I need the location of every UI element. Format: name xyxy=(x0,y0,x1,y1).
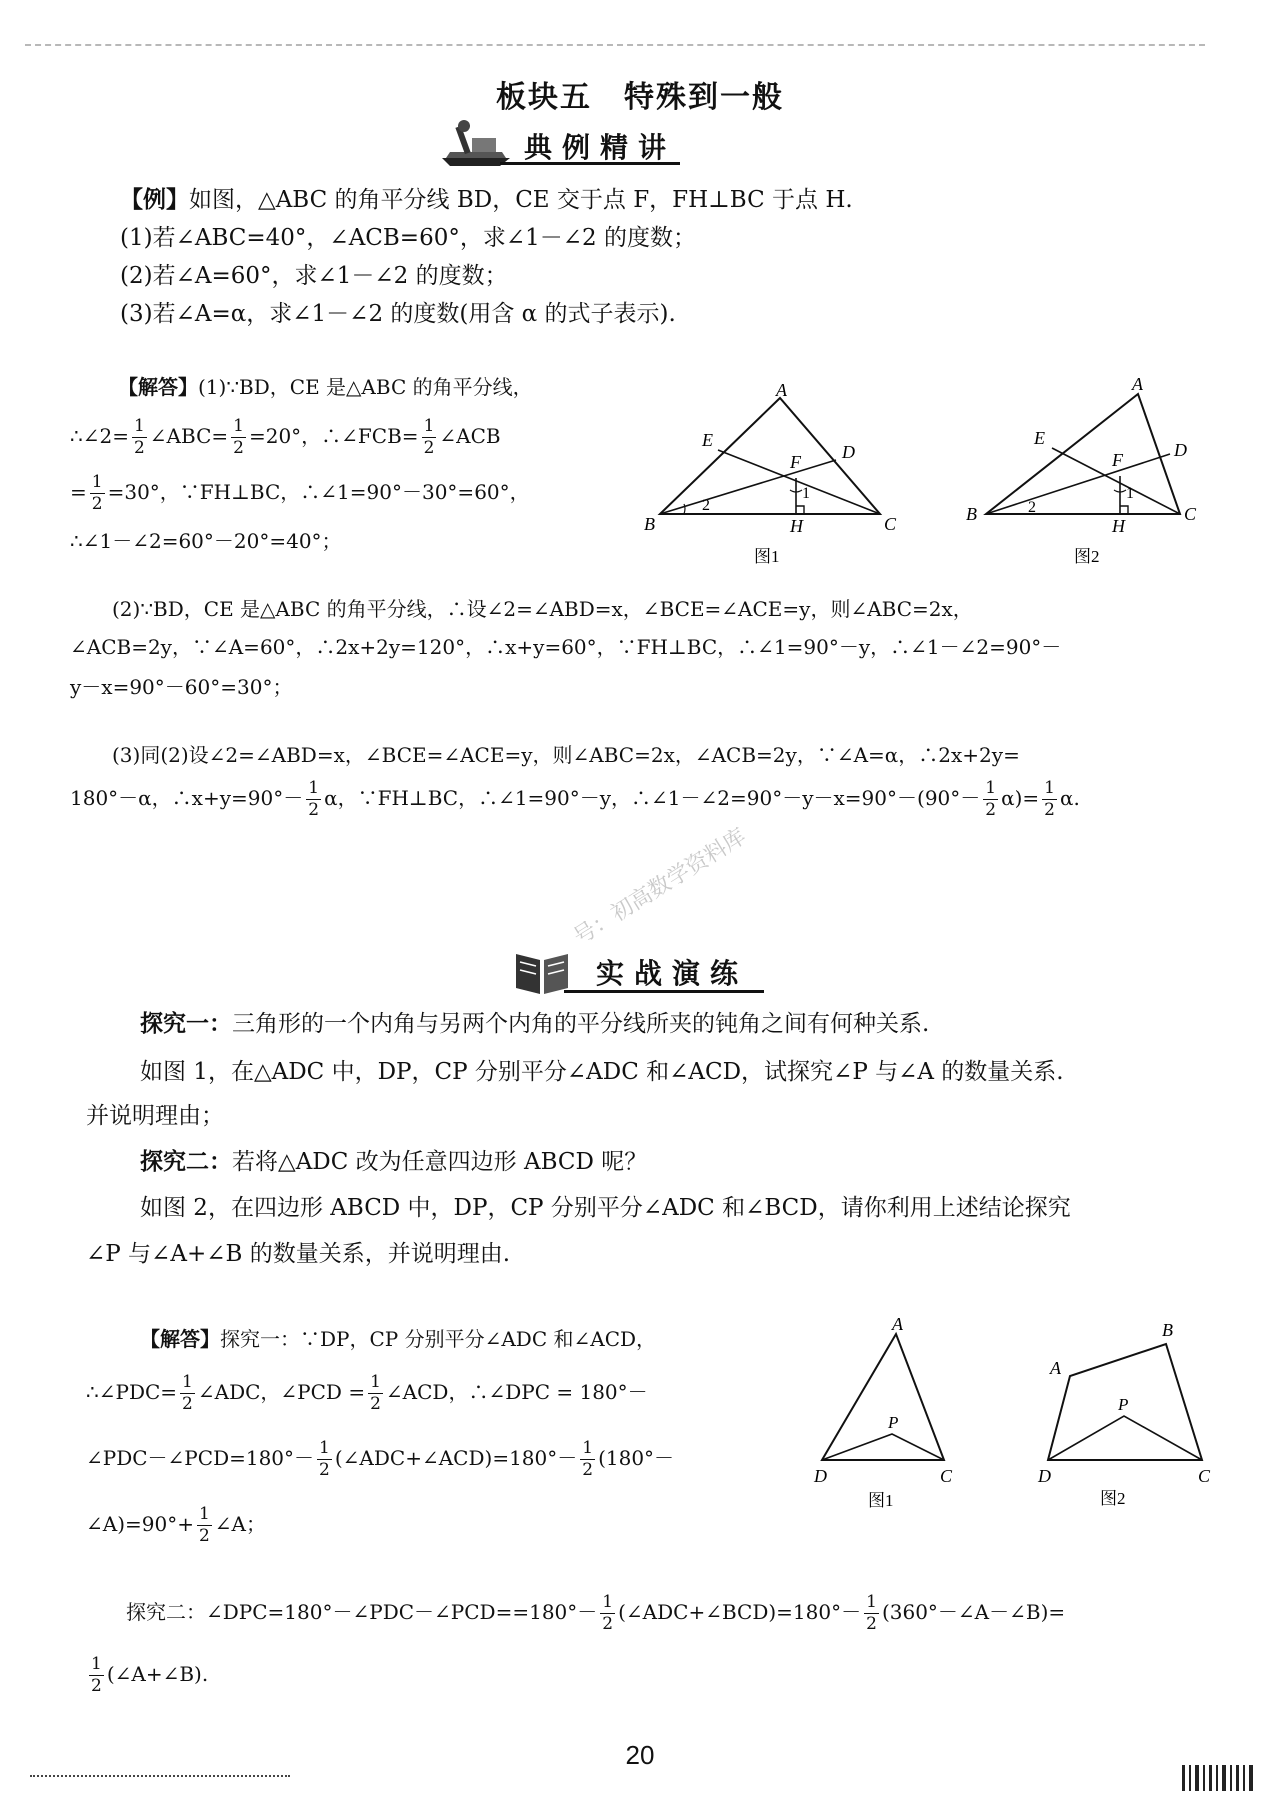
text: = xyxy=(70,480,87,504)
example-q2: (2)若∠A=60°，求∠1－∠2 的度数； xyxy=(120,263,508,289)
fraction xyxy=(132,418,147,457)
practice-line1 xyxy=(140,1006,929,1042)
example-stem xyxy=(120,182,853,218)
label-D: D xyxy=(1038,1466,1051,1486)
label-F: F xyxy=(1112,450,1123,470)
label-angle2: 2 xyxy=(1028,499,1036,516)
practice-line2: 如图 1，在△ADC 中，DP，CP 分别平分∠ADC 和∠ACD，试探究∠P 与∠A 的数量关系. xyxy=(140,1059,1064,1085)
solution1-line3 xyxy=(70,474,530,513)
watermark: 号：初高数学资料库 xyxy=(569,824,751,951)
label-A: A xyxy=(776,380,787,400)
denominator: 2 xyxy=(1044,800,1055,820)
fraction xyxy=(368,1374,383,1413)
denominator: 2 xyxy=(423,438,435,458)
example-stem-text: 如图，△ABC 的角平分线 BD，CE 交于点 F，FH⊥BC 于点 H. xyxy=(189,187,853,213)
numerator: 1 xyxy=(198,1504,210,1524)
solution1-line5: (2)∵BD，CE 是△ABC 的角平分线，∴设∠2=∠ABD=x，∠BCE=∠ACE=y，则∠ABC=2x， xyxy=(112,597,973,621)
numerator: 1 xyxy=(866,1592,877,1612)
solution1-line1 xyxy=(118,372,533,402)
solution1-tag: 【解答】 xyxy=(118,375,198,399)
practice-line5: 如图 2，在四边形 ABCD 中，DP，CP 分别平分∠ADC 和∠BCD，请你利用上述结论探究 xyxy=(140,1195,1071,1221)
bottom-dotted-rule xyxy=(30,1775,290,1777)
label-B: B xyxy=(644,514,655,534)
label-angle1: 1 xyxy=(1126,485,1134,502)
solution2-line5 xyxy=(126,1594,1065,1633)
label-angle1: 1 xyxy=(802,485,810,502)
denominator: 2 xyxy=(182,1394,193,1414)
denominator: 2 xyxy=(602,1614,614,1634)
banner-examples xyxy=(440,118,680,168)
fraction xyxy=(306,780,321,819)
practice-figure-1 xyxy=(808,1310,978,1510)
text: =20°，∴∠FCB= xyxy=(248,424,419,448)
label-H: H xyxy=(1112,516,1125,536)
practice-line6: ∠P 与∠A+∠B 的数量关系，并说明理由. xyxy=(86,1241,511,1267)
practice-line3: 并说明理由； xyxy=(86,1103,224,1129)
label-P: P xyxy=(1118,1395,1129,1414)
fraction xyxy=(580,1440,595,1479)
example-q3: (3)若∠A=α，求∠1－∠2 的度数(用含 α 的式子表示). xyxy=(120,301,676,327)
example-figure-2 xyxy=(960,372,1220,582)
label-E: E xyxy=(702,430,713,450)
fraction xyxy=(422,418,437,457)
text: α. xyxy=(1060,786,1080,810)
label-D: D xyxy=(1174,440,1187,460)
text: =30°，∵FH⊥BC，∴∠1=90°－30°=60°， xyxy=(107,480,530,504)
label-D: D xyxy=(814,1466,827,1486)
explore2-text: 若将△ADC 改为任意四边形 ABCD 呢？ xyxy=(232,1149,648,1175)
solution2-line2 xyxy=(86,1374,648,1413)
solution1-line6: ∠ACB=2y，∵∠A=60°，∴2x+2y=120°，∴x+y=60°，∵FH⊥BC，∴∠1=90°－y，∴∠1－∠2=90°－ xyxy=(70,635,1062,659)
denominator: 2 xyxy=(866,1614,877,1634)
label-B: B xyxy=(966,504,977,524)
fraction xyxy=(180,1374,195,1413)
book-icon xyxy=(512,944,572,996)
solution1-line7: y－x=90°－60°=30°； xyxy=(70,675,293,699)
solution1-line4: ∴∠1－∠2=60°－20°=40°； xyxy=(70,529,342,553)
caption-fig2: 图2 xyxy=(1074,547,1100,566)
label-H: H xyxy=(790,516,803,536)
label-E: E xyxy=(1034,428,1045,448)
solution2-l1: 探究一：∵DP，CP 分别平分∠ADC 和∠ACD， xyxy=(220,1327,657,1351)
practice-figure-2 xyxy=(1030,1306,1220,1510)
numerator: 1 xyxy=(602,1592,614,1612)
text: (360°－∠A－∠B)= xyxy=(881,1600,1066,1624)
fraction xyxy=(600,1594,615,1633)
text: ∠A)=90°+ xyxy=(86,1512,194,1536)
denominator: 2 xyxy=(308,800,320,820)
text: ∠ACD，∴∠DPC = 180°－ xyxy=(385,1380,648,1404)
denominator: 2 xyxy=(370,1394,381,1414)
page-number: 20 xyxy=(625,1740,655,1770)
denominator: 2 xyxy=(198,1526,210,1546)
label-A: A xyxy=(892,1314,903,1334)
caption-fig1: 图1 xyxy=(868,1491,894,1510)
label-angle2: 2 xyxy=(702,497,710,514)
text: (∠A+∠B). xyxy=(106,1662,209,1686)
example-q1: (1)若∠ABC=40°，∠ACB=60°，求∠1－∠2 的度数； xyxy=(120,225,696,251)
label-A: A xyxy=(1050,1358,1061,1378)
explore1-text: 三角形的一个内角与另两个内角的平分线所夹的钝角之间有何种关系. xyxy=(232,1011,930,1037)
text: 探究二：∠DPC=180°－∠PDC－∠PCD==180°－ xyxy=(126,1600,598,1624)
label-C: C xyxy=(1198,1466,1211,1486)
solution2-line4 xyxy=(86,1506,266,1545)
fraction xyxy=(231,418,246,457)
example-tag: 【例】 xyxy=(120,187,189,213)
numerator: 1 xyxy=(233,416,244,436)
banner-text: 实战演练 xyxy=(596,957,749,990)
solution1-line8: (3)同(2)设∠2=∠ABD=x，∠BCE=∠ACE=y，则∠ABC=2x，∠ACB=2y，∵∠A=α，∴2x+2y= xyxy=(112,743,1020,767)
numerator: 1 xyxy=(985,778,997,798)
text: (∠ADC+∠BCD)=180°－ xyxy=(618,1600,862,1624)
barcode-icon xyxy=(1180,1755,1260,1795)
numerator: 1 xyxy=(308,778,320,798)
solution1-line2 xyxy=(70,418,501,457)
denominator: 2 xyxy=(133,438,145,458)
caption-fig1: 图1 xyxy=(754,547,780,566)
fraction xyxy=(983,780,998,819)
label-C: C xyxy=(884,514,897,534)
numerator: 1 xyxy=(423,416,435,436)
section-title: 板块五 特殊到一般 xyxy=(496,80,784,115)
numerator: 1 xyxy=(133,416,145,436)
fraction xyxy=(317,1440,332,1479)
text: ∠A； xyxy=(214,1512,266,1536)
solution2-line6 xyxy=(86,1656,208,1695)
numerator: 1 xyxy=(91,1654,102,1674)
denominator: 2 xyxy=(233,438,244,458)
text: ∴∠PDC= xyxy=(86,1380,178,1404)
text: α)= xyxy=(1001,786,1040,810)
text: (∠ADC+∠ACD)=180°－ xyxy=(334,1446,578,1470)
numerator: 1 xyxy=(319,1438,330,1458)
explore1-tag: 探究一： xyxy=(140,1011,232,1037)
numerator: 1 xyxy=(182,1372,193,1392)
solution2-line1 xyxy=(140,1324,656,1354)
fraction xyxy=(1042,780,1057,819)
denominator: 2 xyxy=(91,494,103,514)
text: ∠ADC，∠PCD = xyxy=(197,1380,366,1404)
label-C: C xyxy=(940,1466,953,1486)
practice-line4 xyxy=(140,1144,647,1180)
solution1-line9 xyxy=(70,780,1080,819)
denominator: 2 xyxy=(582,1460,594,1480)
text: ∠ACB xyxy=(439,424,501,448)
label-D: D xyxy=(842,442,855,462)
label-P: P xyxy=(888,1413,899,1432)
text: ∴∠2= xyxy=(70,424,129,448)
text: ∠PDC－∠PCD=180°－ xyxy=(86,1446,315,1470)
numerator: 1 xyxy=(91,472,103,492)
fraction xyxy=(197,1506,212,1545)
text: α，∵FH⊥BC，∴∠1=90°－y，∴∠1－∠2=90°－y－x=90°－(90°－ xyxy=(324,786,981,810)
banner-text: 典例精讲 xyxy=(524,131,677,164)
label-A: A xyxy=(1132,374,1143,394)
solution2-tag: 【解答】 xyxy=(140,1327,220,1351)
numerator: 1 xyxy=(582,1438,594,1458)
fraction xyxy=(90,474,105,513)
explore2-tag: 探究二： xyxy=(140,1149,232,1175)
banner-practice xyxy=(512,944,772,994)
denominator: 2 xyxy=(985,800,997,820)
label-C: C xyxy=(1184,504,1197,524)
lamp-icon xyxy=(440,118,510,168)
label-B: B xyxy=(1162,1320,1173,1340)
caption-fig2: 图2 xyxy=(1100,1489,1126,1508)
text: (180°－ xyxy=(598,1446,675,1470)
top-dashed-rule xyxy=(25,44,1205,46)
numerator: 1 xyxy=(370,1372,381,1392)
fraction xyxy=(89,1656,104,1695)
text: 180°－α，∴x+y=90°－ xyxy=(70,786,304,810)
solution2-line3 xyxy=(86,1440,674,1479)
denominator: 2 xyxy=(319,1460,330,1480)
text: ∠ABC= xyxy=(149,424,229,448)
denominator: 2 xyxy=(91,1676,102,1696)
example-figure-1 xyxy=(640,378,920,578)
numerator: 1 xyxy=(1044,778,1055,798)
fraction xyxy=(864,1594,879,1633)
solution1-l1: (1)∵BD，CE 是△ABC 的角平分线， xyxy=(198,375,533,399)
label-F: F xyxy=(790,452,801,472)
